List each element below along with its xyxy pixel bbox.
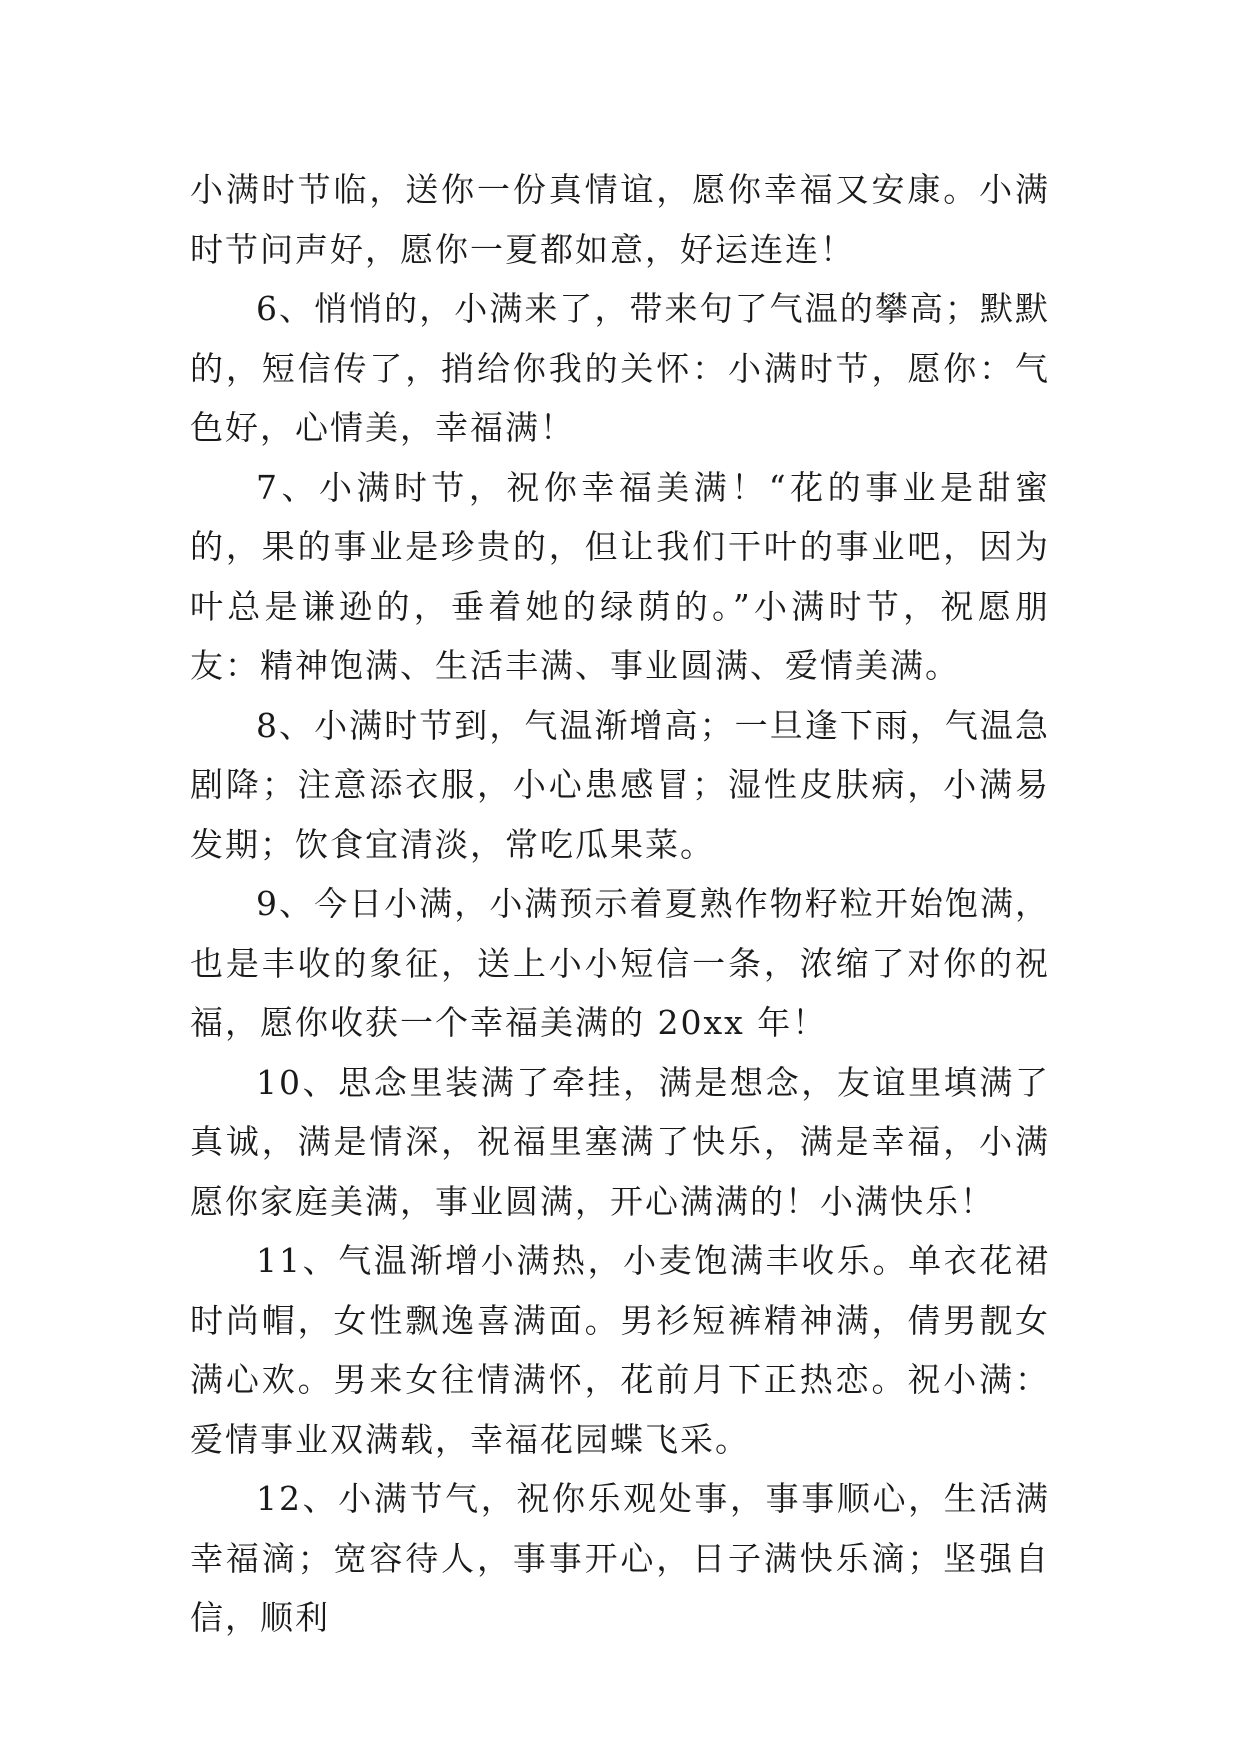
paragraph-item-10: 10、思念里装满了牵挂，满是想念，友谊里填满了真诚，满是情深，祝福里塞满了快乐，满是幸福，小满愿你家庭美满，事业圆满，开心满满的！小满快乐！ [190,1062,1050,1221]
paragraph-item-7: 7、小满时节，祝你幸福美满！“花的事业是甜蜜的，果的事业是珍贵的，但让我们干叶的事业吧，因为叶总是谦逊的，垂着她的绿荫的。”小满时节，祝愿朋友：精神饱满、生活丰满、事业圆满、爱情美满。 [190,467,1050,685]
paragraph-continuation: 小满时节临，送你一份真情谊，愿你幸福又安康。小满时节问声好，愿你一夏都如意，好运连连！ [190,170,1050,269]
paragraph-item-6: 6、悄悄的，小满来了，带来句了气温的攀高；默默的，短信传了，捎给你我的关怀：小满时节，愿你：气色好，心情美，幸福满！ [190,289,1050,447]
paragraph-item-8: 8、小满时节到，气温渐增高；一旦逢下雨，气温急剧降；注意添衣服，小心患感冒；湿性皮肤病，小满易发期；饮食宜清淡，常吃瓜果菜。 [190,705,1050,864]
paragraph-item-12: 12、小满节气，祝你乐观处事，事事顺心，生活满幸福滴；宽容待人，事事开心，日子满快乐滴；坚强自信，顺利 [190,1479,1050,1637]
paragraph-item-11: 11、气温渐增小满热，小麦饱满丰收乐。单衣花裙时尚帽，女性飘逸喜满面。男衫短裤精神满，倩男靓女满心欢。男来女往情满怀，花前月下正热恋。祝小满：爱情事业双满载，幸福花园蝶飞采。 [190,1241,1050,1459]
body-text [190,160,1050,1648]
paragraph-item-9: 9、今日小满，小满预示着夏熟作物籽粒开始饱满，也是丰收的象征，送上小小短信一条，浓缩了对你的祝福，愿你收获一个幸福美满的 20xx 年！ [190,884,1050,1042]
